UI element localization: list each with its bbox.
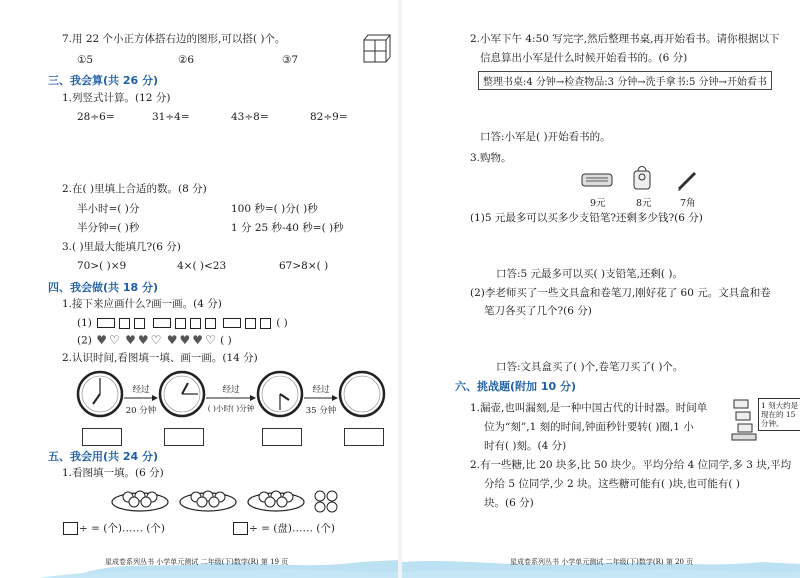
pattern-blank-1: ( ) [276,317,288,329]
plate-icon [248,491,304,511]
note-box: 1 刻大约是现在的 15 分钟。 [758,398,800,431]
calc-4: 82÷9= [310,111,348,123]
pencil-sharpener-icon [630,163,656,193]
square-shape [260,318,271,329]
sec4-q2: 2.认识时间,看图填一填、画一画。(14 分) [62,352,258,364]
r-q3-p2b: 笔刀各买了几个?(6 分) [484,305,592,317]
arrow-1-bottom: 20 分钟 [125,406,157,416]
q7-option-2: ②6 [178,54,195,66]
square-shape [205,318,216,329]
filled-heart-icon: ♥ [179,333,191,347]
calc-2: 31÷4= [152,111,190,123]
r-q3-p1: (1)5 元最多可以买多少支铅笔?还剩多少钱?(6 分) [470,212,703,224]
outline-heart-icon: ♡ [108,333,120,347]
r-q3-p2a: (2)李老师买了一些文具盒和卷笔刀,刚好花了 60 元。文具盒和卷 [470,287,771,299]
pencil-box-icon [580,168,616,190]
pattern-blank-2: ( ) [220,334,232,347]
r-s6-q2c: 块。(6 分) [484,497,534,509]
answer-box[interactable] [63,522,78,535]
sec3-q2: 2.在( )里填上合适的数。(8 分) [62,183,207,195]
sec3-q3: 3.( )里最大能填几?(6 分) [62,241,181,253]
section-3-title: 三、我会算(共 26 分) [48,74,159,87]
r-s6-q2b: 分给 5 位同学,少 2 块。这些糖可能有( )块,也可能有( ) [484,478,740,490]
division-formula-1 [62,522,165,536]
rectangle-shape [97,318,115,328]
filled-heart-icon: ♥ [166,333,178,347]
r-s6-q1a: 1.漏壶,也叫漏刻,是一种中国古代的计时器。时间单 [470,402,708,414]
r-q2-line2: 信息算出小军是什么时候开始看书的。(6 分) [480,52,688,64]
price-3: 7角 [680,198,696,209]
square-shape [134,318,145,329]
water-clock-icon [730,398,758,442]
clock-icon [256,370,304,418]
clock-icon [158,370,206,418]
plate-icon [112,491,168,511]
section-4-title: 四、我会做(共 18 分) [48,281,159,294]
calc-3: 43÷8= [231,111,269,123]
time-answer-box[interactable] [262,428,302,446]
arrow-3-top: 经过 [312,385,330,395]
answer-box[interactable] [233,522,248,535]
footer-left: 星成卷系列丛书 小学单元测试 二年级(下)数学(R) 第 19 页 [105,558,289,566]
q7-option-3: ③7 [282,54,299,66]
rectangle-shape [223,318,241,328]
sec4-q1: 1.接下来应画什么?画一画。(4 分) [62,298,222,310]
rectangle-shape [153,318,171,328]
pencil-icon [676,170,698,192]
time-answer-box[interactable] [82,428,122,446]
calc-1: 28÷6= [77,111,115,123]
arrow-right-icon [124,394,158,402]
footer-right: 星成卷系列丛书 小学单元测试 二年级(下)数学(R) 第 20 页 [510,558,694,566]
r-s6-q1c: 时有( )刻。(4 分) [484,440,567,452]
cube-stack-figure [362,30,392,64]
sec3-q1: 1.列竖式计算。(12 分) [62,92,171,104]
price-2: 8元 [636,198,652,209]
square-shape [119,318,130,329]
arrow-right-icon [304,394,338,402]
clock-icon [76,370,124,418]
r-q3-a1: 口答:5 元最多可以买( )支铅笔,还剩( )。 [496,268,683,280]
filled-heart-icon: ♥ [125,333,136,347]
time-answer-box[interactable] [164,428,204,446]
pattern-row-2 [77,334,232,348]
filled-heart-icon: ♥ [137,333,149,347]
fill-2: 100 秒=( )分( )秒 [231,203,318,215]
division-formula-2 [232,522,335,536]
ineq-2: 4×( )<23 [177,260,227,272]
pattern-row-1 [77,317,288,330]
square-shape [245,318,256,329]
ineq-3: 67>8×( ) [279,260,329,272]
arrow-2-top: 经过 [222,385,240,395]
sec5-q1: 1.看图填一填。(6 分) [62,467,164,479]
price-1: 9元 [590,198,606,209]
outline-heart-icon: ♡ [150,333,162,347]
q7-text: 7.用 22 个小正方体搭右边的图形,可以搭( )个。 [62,33,286,45]
arrow-1-top: 经过 [132,385,150,395]
r-q2-answer: 口答:小军是( )开始看书的。 [480,131,611,143]
r-q2-line1: 2.小军下午 4:50 写完字,然后整理书桌,再开始看书。请你根据以下 [470,33,780,45]
arrow-3-bottom: 35 分钟 [305,406,337,416]
pattern-row-1-label: (1) [77,317,92,329]
schedule-box: 整理书桌:4 分钟→检查物品:3 分钟→洗手拿书:5 分钟→开始看书 [478,71,772,90]
r-q3-a2: 口答:文具盒买了( )个,卷笔刀买了( )个。 [496,361,684,373]
tomato-plates-figure [110,484,350,514]
filled-heart-icon: ♥ [192,333,204,347]
r-q3-title: 3.购物。 [470,152,512,164]
page-gutter [398,0,402,578]
pattern-row-2-label: (2) [77,334,92,347]
section-5-title: 五、我会用(共 24 分) [48,450,159,463]
filled-heart-icon: ♥ [96,333,107,347]
formula-2-text: ÷ = (盘)…… (个) [249,522,335,535]
q7-option-1: ①5 [77,54,94,66]
outline-heart-icon: ♡ [205,333,216,347]
square-shape [175,318,186,329]
ineq-1: 70>( )×9 [77,260,127,272]
section-6-title: 六、挑战题(附加 10 分) [455,380,577,393]
r-s6-q1b: 位为“刻”,1 刻的时间,钟面秒针要转( )圈,1 小 [484,421,694,433]
r-s6-q2a: 2.有一些糖,比 20 块多,比 50 块少。平均分给 4 位同学,多 3 块,平均 [470,459,792,471]
time-answer-box[interactable] [344,428,384,446]
fill-1: 半小时=( )分 [77,203,140,215]
fill-3: 半分钟=( )秒 [77,222,140,234]
square-shape [190,318,201,329]
arrow-right-icon [206,394,256,402]
arrow-2-bottom: ( )小时( )分钟 [207,404,255,413]
formula-1-text: ÷ = (个)…… (个) [79,522,165,535]
clock-icon [338,370,386,418]
plate-icon [180,491,236,511]
fill-4: 1 分 25 秒-40 秒=( )秒 [231,222,344,234]
